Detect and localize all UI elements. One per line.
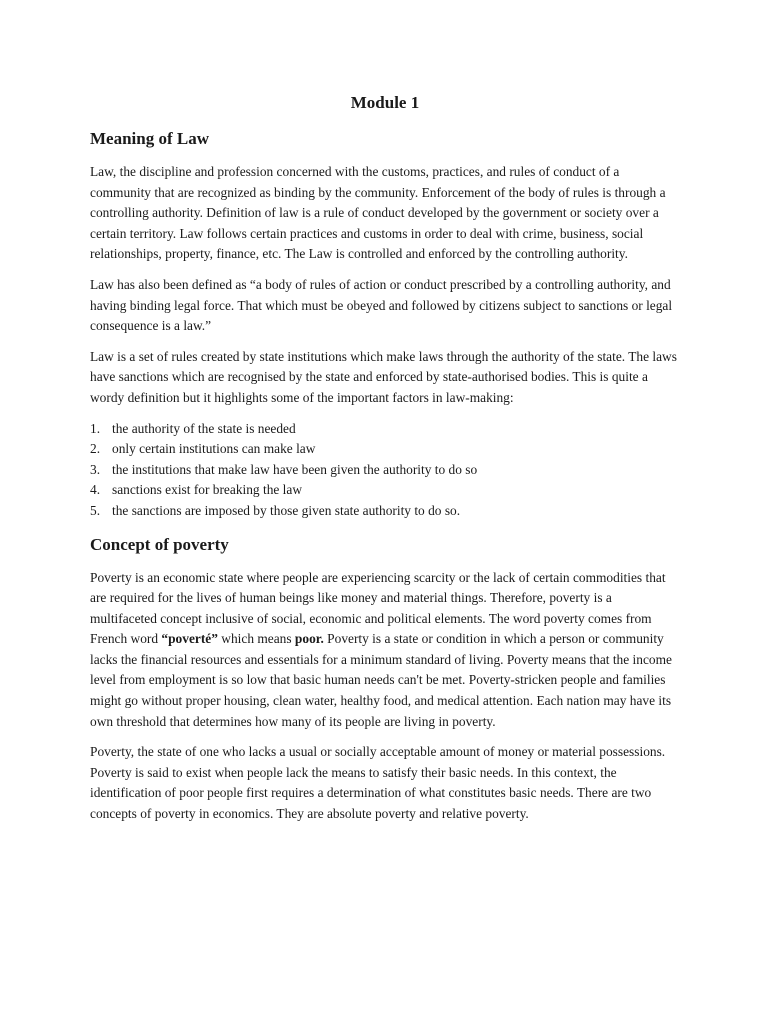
- poverty-paragraph-1: [90, 568, 680, 733]
- poverty-text-a: Poverty is an economic state where people are experiencing scarcity or the lack of certain commodities that are required for the lives of human beings like money and material things. Therefore, poverty is a multifaceted concept inclusive of social, economic and political elements. The word poverty comes from French word: [90, 569, 666, 647]
- list-item: [90, 480, 680, 501]
- list-item: [90, 460, 680, 481]
- law-paragraph-3: Law is a set of rules created by state institutions which make laws through the authority of the state. The laws have sanctions which are recognised by the state and enforced by state-authorised bodies. This is quite a wordy definition but it highlights some of the important factors in law-making:: [90, 348, 677, 405]
- poor-term: poor.: [294, 631, 324, 647]
- section-heading-concept-of-poverty: Concept of poverty: [90, 534, 229, 554]
- poverty-text-b: which means: [217, 631, 295, 647]
- poverty-paragraph-2: Poverty, the state of one who lacks a usual or socially acceptable amount of money or material possessions. Poverty is said to exist when people lack the means to satisfy their basic needs. In this context, the identification of poor people first requires a determination of what constitutes basic needs. There are two concepts of poverty in economics. They are absolute poverty and relative poverty.: [90, 744, 666, 822]
- list-item-text: the sanctions are imposed by those given state authority to do so.: [112, 502, 461, 518]
- list-item: [90, 419, 680, 440]
- list-item: [90, 439, 680, 460]
- list-item-number: 1.: [90, 420, 101, 436]
- document-page: [90, 92, 680, 835]
- poverte-term: “poverté”: [161, 631, 218, 647]
- list-item-number: 3.: [90, 461, 101, 477]
- list-item-text: the institutions that make law have been given the authority to do so: [112, 461, 478, 477]
- list-item-text: the authority of the state is needed: [112, 420, 296, 436]
- list-item: [90, 501, 680, 522]
- law-paragraph-1: Law, the discipline and profession concerned with the customs, practices, and rules of conduct of a community that are recognized as binding by the community. Enforcement of the body of rules is through a controlling authority. Definition of law is a rule of conduct developed by the government or society over a certain territory. Law follows certain practices and customs in order to deal with crime, business, social relationships, property, finance, etc. The Law is controlled and enforced by the controlling authority.: [90, 164, 666, 262]
- list-item-text: only certain institutions can make law: [112, 441, 316, 457]
- section-heading-meaning-of-law: Meaning of Law: [90, 129, 209, 148]
- list-item-text: sanctions exist for breaking the law: [112, 482, 303, 498]
- poverty-text-c: Poverty is a state or condition in which a person or community lacks the financial resources and essentials for a minimum standard of living. Poverty means that the income level from employment is so low that basic human needs can't be met. Poverty-stricken people and families might go without proper housing, clean water, healthy food, and medical attention. Each nation may have its own threshold that determines how many of its people are living in poverty.: [90, 631, 672, 729]
- list-item-number: 5.: [90, 502, 101, 518]
- law-making-factors-list: [90, 419, 680, 522]
- list-item-number: 2.: [90, 441, 101, 457]
- list-item-number: 4.: [90, 482, 101, 498]
- module-title: Module 1: [350, 93, 420, 112]
- law-paragraph-2: Law has also been defined as “a body of rules of action or conduct prescribed by a controlling authority, and having binding legal force. That which must be obeyed and followed by citizens subject to sanctions or legal consequence is a law.”: [90, 276, 673, 334]
